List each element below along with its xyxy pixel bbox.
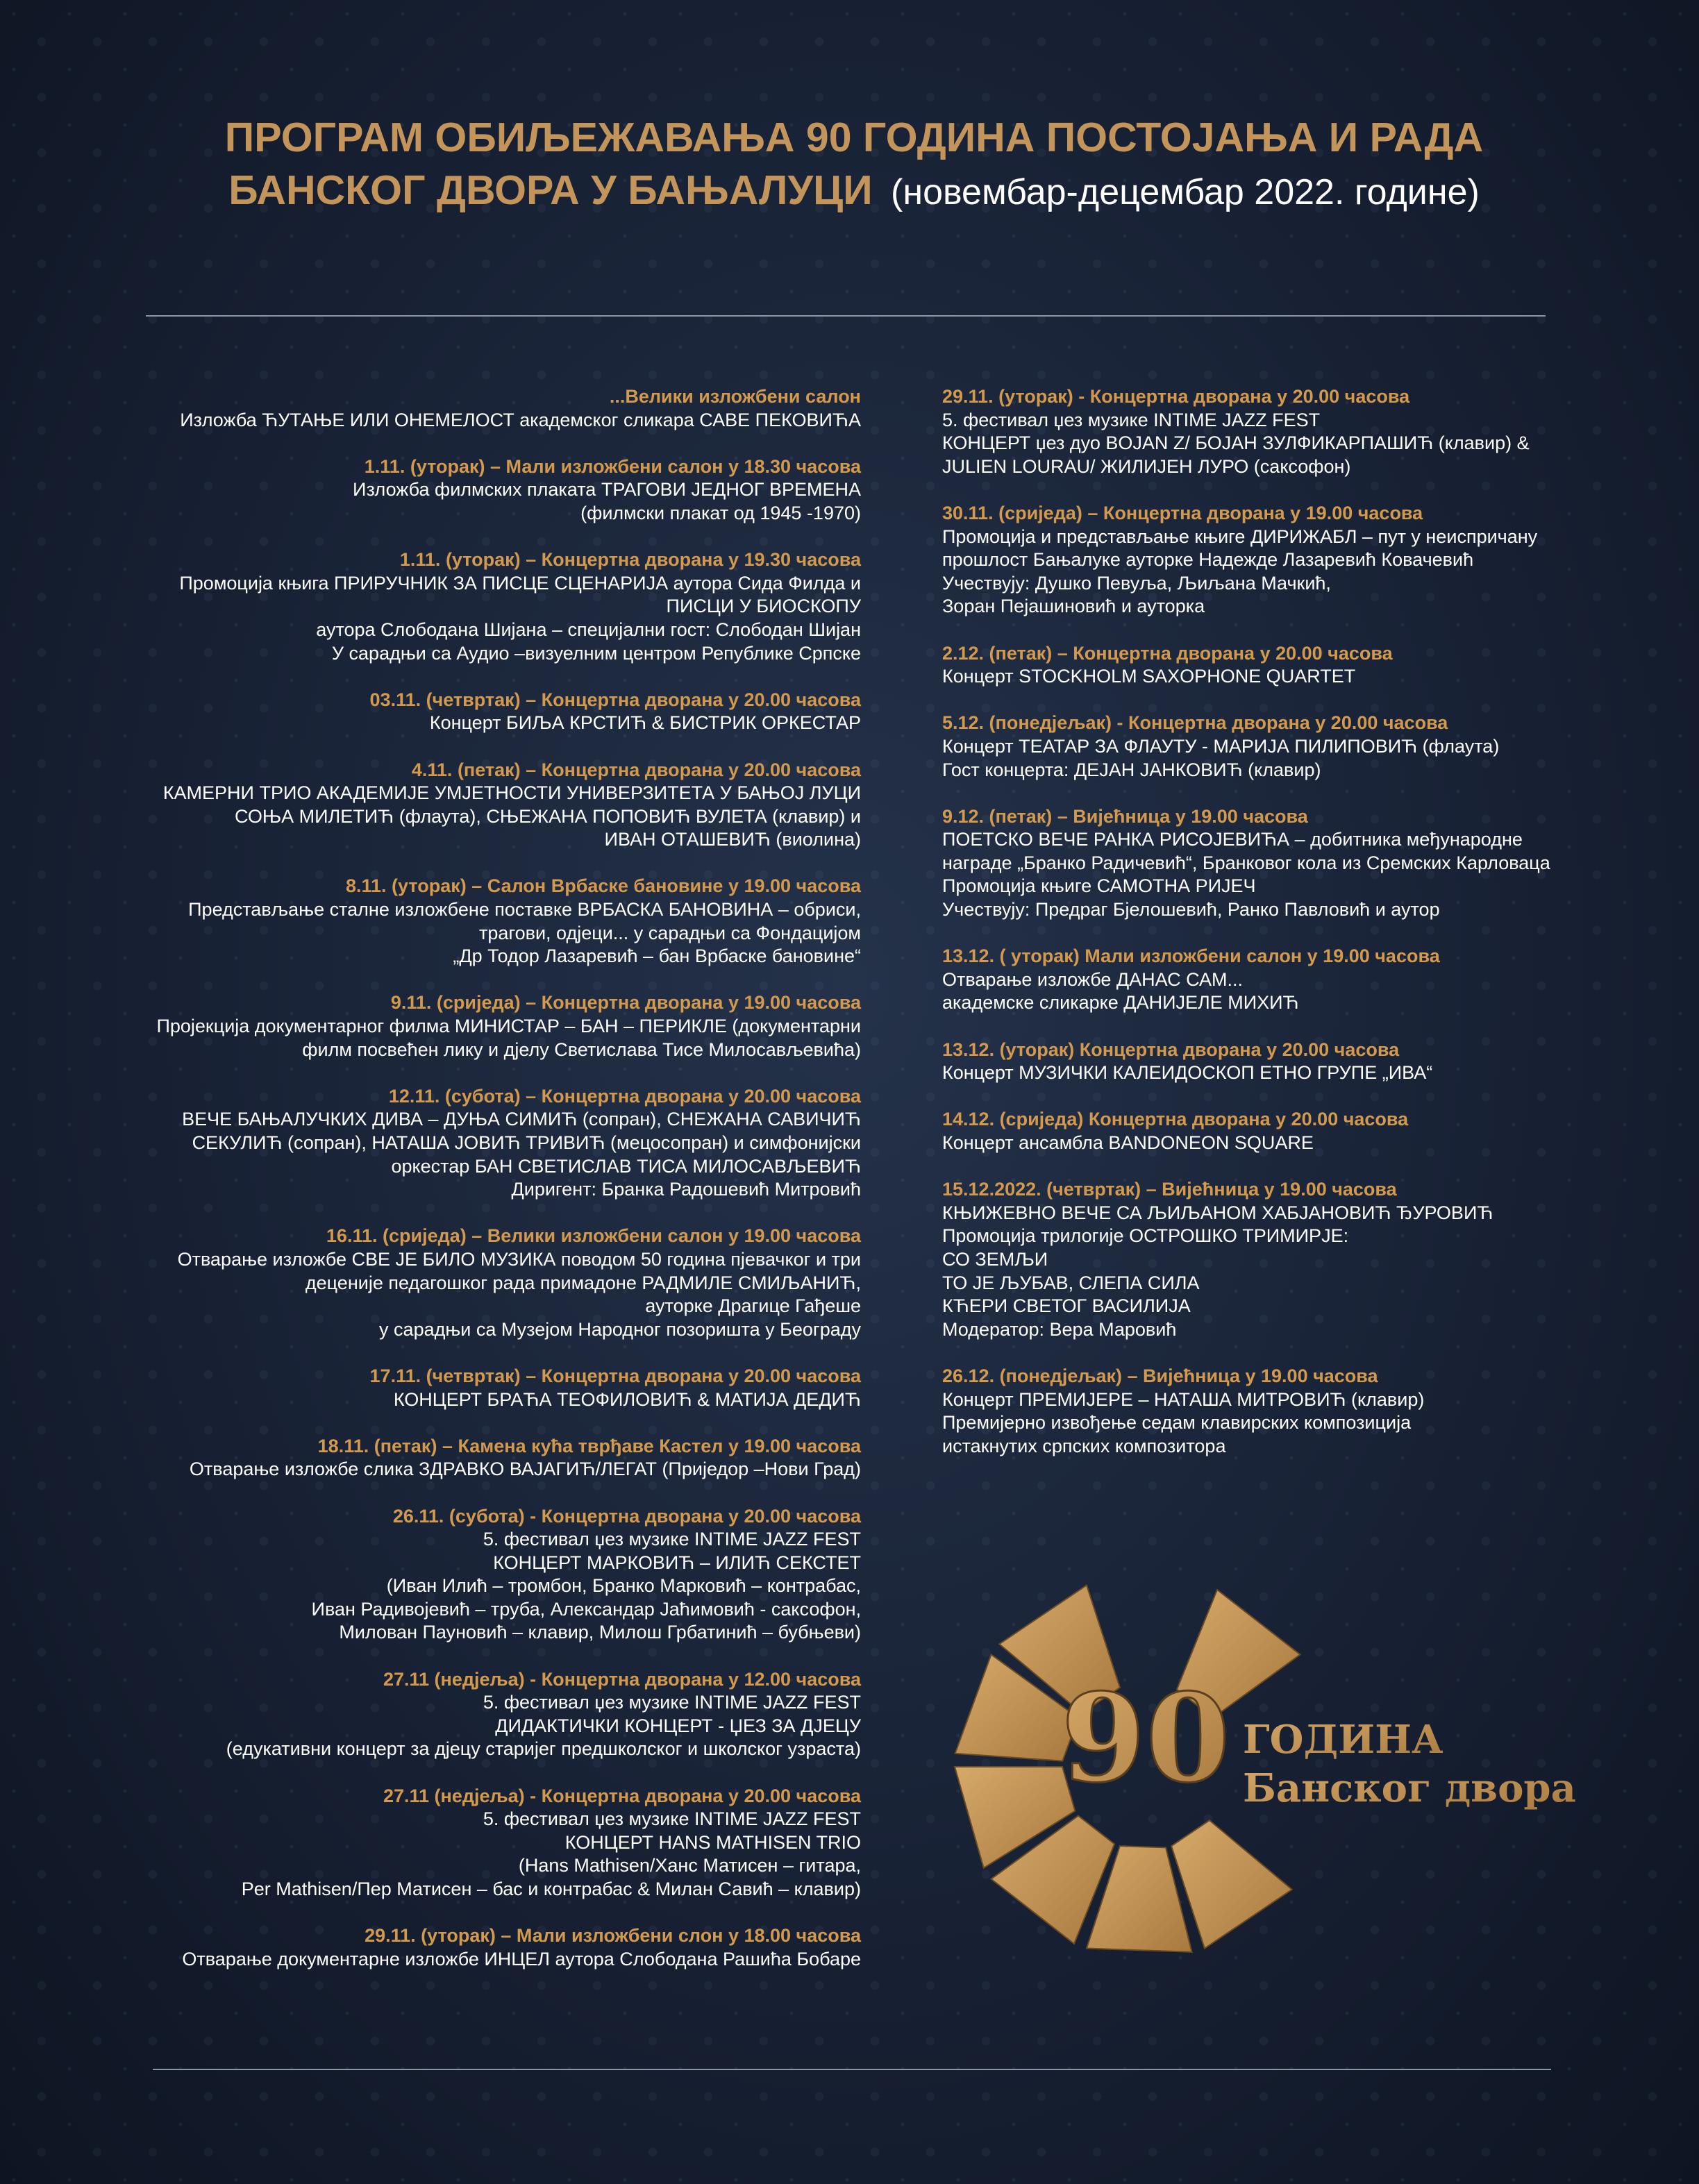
event-heading: 29.11. (уторак) - Концертна дворана у 20.00 часова <box>942 386 1410 407</box>
title-line-2-text: БАНСКОГ ДВОРА У БАЊАЛУЦИ <box>228 167 873 213</box>
program-event <box>111 991 861 1061</box>
event-description-line: истакнутих српских композитора <box>942 1435 1226 1456</box>
event-description-line: Диригент: Бранка Радошевић Митровић <box>511 1179 861 1200</box>
program-event <box>111 548 861 665</box>
event-description-line: ауторке Драгице Гађеше <box>645 1295 861 1317</box>
event-heading: 15.12.2022. (четвртак) – Вијећница у 19.00 часова <box>942 1179 1397 1200</box>
logo-ring-segment <box>1171 1820 1292 1948</box>
program-event <box>111 1225 861 1341</box>
event-heading: 8.11. (уторак) – Салон Врбаске бановине у 19.00 часова <box>345 875 861 897</box>
event-description-line: оркестар БАН СВЕТИСЛАВ ТИСА МИЛОСАВЉЕВИЋ <box>391 1155 861 1177</box>
event-description-line: ПИСЦИ У БИОСКОПУ <box>666 596 861 617</box>
program-event <box>111 455 861 526</box>
program-event <box>942 1108 1602 1154</box>
event-description-line: СО ЗЕМЉИ <box>942 1248 1048 1270</box>
event-description-line: JULIEN LOURAU/ ЖИЛИЈЕН ЛУРО (саксофон) <box>942 455 1351 477</box>
anniversary-logo <box>944 1545 1576 1947</box>
event-heading: 9.11. (сриједа) – Концертна дворана у 19.00 часова <box>390 992 861 1014</box>
event-description-line: ДИДАКТИЧКИ КОНЦЕРТ - ЏЕЗ ЗА ДЈЕЦУ <box>495 1715 861 1736</box>
bottom-divider <box>153 2069 1551 2070</box>
program-event <box>942 805 1602 922</box>
event-description-line: ВЕЧЕ БАЊАЛУЧКИХ ДИВА – ДУЊА СИМИЋ (сопран), СНЕЖАНА САВИЧИЋ <box>182 1109 861 1130</box>
event-heading: 13.12. ( уторак) Мали изложбени салон у 19.00 часова <box>942 946 1440 967</box>
event-description-line: Концерт STOCKHOLM SAXOPHONE QUARTET <box>942 666 1356 687</box>
event-heading: 27.11 (недјеља) - Концертна дворана у 12.00 часова <box>383 1668 861 1690</box>
event-heading: 29.11. (уторак) – Мали изложбени слон у 18.00 часова <box>365 1925 861 1947</box>
event-description-line: трагови, одјеци... у сарадњи са Фондацијом <box>478 922 861 943</box>
event-heading: ...Велики изложбени салон <box>609 386 861 407</box>
program-event <box>111 1924 861 1971</box>
event-description-line: Зоран Пејашиновић и ауторка <box>942 596 1205 617</box>
logo-number: 90 <box>1061 1668 1230 1810</box>
event-description-line: Отварање изложбе СВЕ ЈЕ БИЛО МУЗИКА поводом 50 година пјевачког и три <box>177 1248 861 1270</box>
program-event <box>111 1668 861 1761</box>
program-event <box>111 759 861 852</box>
event-heading: 13.12. (уторак) Концертна дворана у 20.00 часова <box>942 1039 1400 1060</box>
program-event <box>942 1039 1602 1085</box>
event-description-line: Пројекција документарног филма МИНИСТАР – БАН – ПЕРИКЛЕ (документарни <box>156 1016 861 1037</box>
event-description-line: Промоција трилогије ОСТРОШКО ТРИМИРЈЕ: <box>942 1225 1349 1247</box>
program-event <box>111 385 861 432</box>
program-event <box>111 1785 861 1901</box>
event-description-line: Промоција и представљање књиге ДИРИЖАБЛ – пут у неиспричану <box>942 526 1538 547</box>
event-description-line: СОЊА МИЛЕТИЋ (флаута), СЊЕЖАНА ПОПОВИЋ ВУЛЕТА (клавир) и <box>234 805 861 827</box>
event-description-line: СЕКУЛИЋ (сопран), НАТАША ЈОВИЋ ТРИВИЋ (мецосопран) и симфонијски <box>192 1132 861 1153</box>
event-heading: 26.12. (понедјељак) – Вијећница у 19.00 часова <box>942 1365 1378 1386</box>
event-description-line: у сарадњи са Музејом Народног позоришта у Београду <box>379 1318 861 1340</box>
event-description-line: Премијерно извођење седам клавирских композиција <box>942 1412 1412 1434</box>
event-description-line: Модератор: Вера Маровић <box>942 1318 1177 1340</box>
event-description-line: 5. фестивал џез музике INTIME JAZZ FEST <box>483 1808 861 1830</box>
program-event <box>942 945 1602 1015</box>
program-event <box>942 385 1602 478</box>
event-description-line: Отварање документарне изложбе ИНЦЕЛ аутора Слободана Рашића Бобаре <box>182 1948 861 1969</box>
program-event <box>942 1178 1602 1341</box>
program-event <box>942 1365 1602 1458</box>
event-description-line: КОНЦЕРТ МАРКОВИЋ – ИЛИЋ СЕКСТЕТ <box>493 1552 861 1573</box>
event-description-line: награде „Бранко Радичевић“, Бранковог кола из Сремских Карловаца <box>942 852 1550 873</box>
event-heading: 9.12. (петак) – Вијећница у 19.00 часова <box>942 805 1308 827</box>
program-event <box>111 1365 861 1411</box>
title-line-1: ПРОГРАМ ОБИЉЕЖАВАЊА 90 ГОДИНА ПОСТОЈАЊА И РАДА <box>224 115 1484 160</box>
top-divider <box>146 315 1546 317</box>
event-description-line: 5. фестивал џез музике INTIME JAZZ FEST <box>483 1529 861 1550</box>
event-description-line: У сарадњи са Аудио –визуелним центром Републике Српске <box>331 642 861 664</box>
event-heading: 17.11. (четвртак) – Концертна дворана у 20.00 часова <box>369 1365 861 1386</box>
program-event <box>942 712 1602 782</box>
event-description-line: (Hans Mathisen/Ханс Матисен – гитара, <box>518 1855 861 1876</box>
logo-text-line-1: ГОДИНА <box>1243 1717 1443 1763</box>
program-event <box>111 1085 861 1202</box>
event-description-line: (едукативни концерт за дјецу старијег предшколског и школског узраста) <box>226 1738 861 1760</box>
right-program-column <box>942 385 1602 1481</box>
event-description-line: КЊИЖЕВНО ВЕЧЕ СА ЉИЉАНОМ ХАБЈАНОВИЋ ЂУРОВИЋ <box>942 1202 1493 1223</box>
logo-text-line-2: Банског двора <box>1243 1765 1576 1811</box>
program-event <box>111 689 861 735</box>
event-description-line: Концерт МУЗИЧКИ КАЛЕИДОСКОП ЕТНО ГРУПЕ „ИВА“ <box>942 1062 1433 1084</box>
event-heading: 5.12. (понедјељак) - Концертна дворана у 20.00 часова <box>942 712 1448 734</box>
event-description-line: Per Mathisen/Пер Матисен – бас и контрабас & Милан Савић – клавир) <box>241 1879 861 1899</box>
event-description-line: прошлост Бањалуке ауторке Надежде Лазаревић Ковачевић <box>942 549 1474 571</box>
event-description-line: Отварање изложбе ДАНАС САМ... <box>942 968 1244 990</box>
program-event <box>942 642 1602 689</box>
event-heading: 4.11. (петак) – Концертна дворана у 20.00 часова <box>411 759 861 780</box>
event-heading: 18.11. (петак) – Камена кућа тврђаве Кастел у 19.00 часова <box>317 1435 861 1456</box>
event-description-line: Изложба филмских плаката ТРАГОВИ ЈЕДНОГ ВРЕМЕНА <box>353 479 861 501</box>
event-description-line: деценије педагошког рада примадоне РАДМИЛЕ СМИЉАНИЋ, <box>305 1272 861 1293</box>
event-description-line: КОНЦЕРТ БРАЋА ТЕОФИЛОВИЋ & МАТИЈА ДЕДИЋ <box>393 1388 861 1410</box>
program-event <box>111 1505 861 1645</box>
title-subtitle: (новембар-децембар 2022. године) <box>891 172 1480 212</box>
title-line-2 <box>177 164 1531 219</box>
event-description-line: Учествују: Душко Певуља, Љиљана Мачкић, <box>942 572 1331 594</box>
event-description-line: Концерт ТЕАТАР ЗА ФЛАУТУ - МАРИЈА ПИЛИПОВИЋ (флаута) <box>942 735 1500 757</box>
event-description-line: КЋЕРИ СВЕТОГ ВАСИЛИЈА <box>942 1295 1191 1317</box>
event-description-line: КАМЕРНИ ТРИО АКАДЕМИЈЕ УМЈЕТНОСТИ УНИВЕРЗИТЕТА У БАЊОЈ ЛУЦИ <box>162 782 861 804</box>
program-event <box>111 1435 861 1481</box>
event-heading: 30.11. (сриједа) – Концертна дворана у 19.00 часова <box>942 502 1423 523</box>
page-title <box>177 111 1531 219</box>
event-description-line: Иван Радивојевић – труба, Александар Јаћимовић - саксофон, <box>311 1598 861 1620</box>
event-heading: 1.11. (уторак) – Мали изложбени салон у 18.30 часова <box>364 455 861 477</box>
event-heading: 12.11. (субота) – Концертна дворана у 20.00 часова <box>388 1085 861 1107</box>
event-description-line: 5. фестивал џез музике INTIME JAZZ FEST <box>483 1692 861 1713</box>
event-description-line: Гост концерта: ДЕЈАН ЈАНКОВИЋ (клавир) <box>942 759 1321 780</box>
event-description-line: КОНЦЕРТ џез дуо BOJAN Z/ БОЈАН ЗУЛФИКАРПАШИЋ (клавир) & <box>942 432 1530 454</box>
event-description-line: ТО ЈЕ ЉУБАВ, СЛЕПА СИЛА <box>942 1272 1200 1293</box>
program-event <box>942 502 1602 619</box>
event-heading: 1.11. (уторак) – Концертна дворана у 19.30 часова <box>399 549 861 571</box>
event-description-line: „Др Тодор Лазаревић – бан Врбаске бановине“ <box>453 946 861 967</box>
event-description-line: Милован Пауновић – клавир, Милош Грбатинић – бубњеви) <box>339 1622 861 1643</box>
left-program-column <box>111 385 861 1994</box>
event-description-line: Представљање сталне изложбене поставке ВРБАСКА БАНОВИНА – обриси, <box>188 899 861 921</box>
event-description-line: Изложба ЋУТАЊЕ ИЛИ ОНЕМЕЛОСТ академског сликара САВЕ ПЕКОВИЋА <box>180 409 861 430</box>
event-heading: 03.11. (четвртак) – Концертна дворана у 20.00 часова <box>369 689 861 710</box>
event-heading: 14.12. (сриједа) Концертна дворана у 20.00 часова <box>942 1109 1409 1130</box>
event-description-line: Учествују: Предраг Бјелошевић, Ранко Павловић и аутор <box>942 899 1440 921</box>
event-heading: 27.11 (недјеља) - Концертна дворана у 20.00 часова <box>383 1785 861 1806</box>
event-description-line: КОНЦЕРТ HANS MATHISEN TRIO <box>564 1831 861 1853</box>
event-description-line: Концерт БИЉА КРСТИЋ & БИСТРИК ОРКЕСТАР <box>429 712 861 734</box>
event-heading: 2.12. (петак) – Концертна дворана у 20.00 часова <box>942 642 1393 664</box>
event-description-line: Промоција књига ПРИРУЧНИК ЗА ПИСЦЕ СЦЕНАРИЈА аутора Сида Филда и <box>179 572 861 594</box>
event-heading: 16.11. (сриједа) – Велики изложбени салон у 19.00 часова <box>326 1225 861 1247</box>
event-description-line: Концерт ПРЕМИЈЕРЕ – НАТАША МИТРОВИЋ (клавир) <box>942 1388 1425 1410</box>
event-description-line: ИВАН ОТАШЕВИЋ (виолина) <box>604 829 861 850</box>
event-description-line: академске сликарке ДАНИЈЕЛЕ МИХИЋ <box>942 992 1299 1014</box>
event-description-line: 5. фестивал џез музике INTIME JAZZ FEST <box>942 409 1321 430</box>
program-event <box>111 875 861 968</box>
event-description-line: (Иван Илић – тромбон, Бранко Марковић – контрабас, <box>386 1575 861 1597</box>
event-description-line: аутора Слободана Шијана – специјални гост: Слободан Шијан <box>316 619 861 640</box>
event-description-line: ПОЕТСКО ВЕЧЕ РАНКА РИСОЈЕВИЋА – добитника међународне <box>942 829 1523 850</box>
event-description-line: филм посвећен лику и дјелу Светислава Тисе Милосављевића) <box>302 1039 861 1060</box>
event-description-line: Концерт ансамбла BANDONEON SQUARE <box>942 1132 1314 1153</box>
event-description-line: Отварање изложбе слика ЗДРАВКО ВАЈАГИЋ/ЛЕГАТ (Приједор –Нови Град) <box>189 1459 861 1480</box>
event-heading: 26.11. (субота) - Концертна дворана у 20.00 часова <box>392 1505 861 1527</box>
event-description-line: (филмски плакат од 1945 -1970) <box>580 502 861 523</box>
event-description-line: Промоција књиге САМОТНА РИЈЕЧ <box>942 875 1256 897</box>
